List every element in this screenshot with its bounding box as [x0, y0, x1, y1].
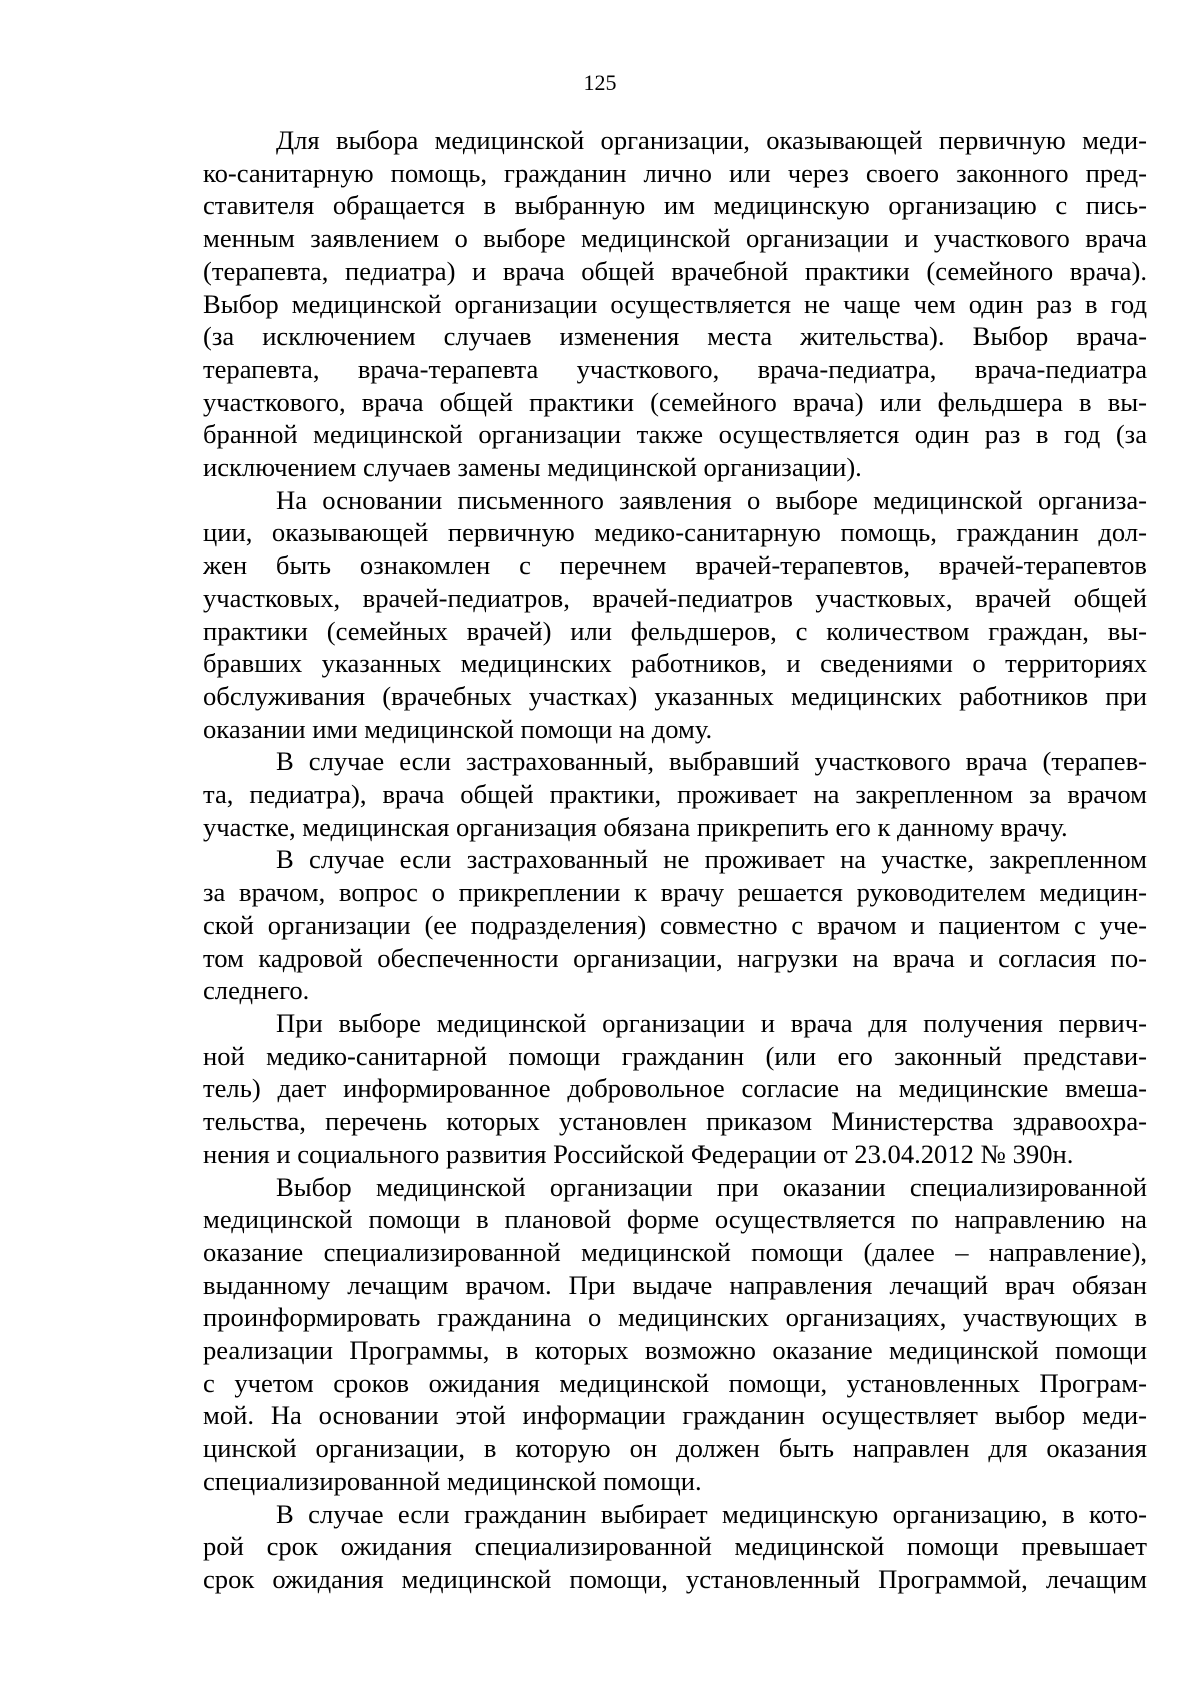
paragraph [203, 484, 1147, 746]
text-line: за врачом, вопрос о прикреплении к врачу решается руководителем медицин- [203, 877, 1147, 908]
text-line: цинской организации, в которую он должен быть направлен для оказания [203, 1433, 1147, 1464]
text-line: бравших указанных медицинских работников, и сведениями о территориях [203, 648, 1147, 679]
text-line: (терапевта, педиатра) и врача общей врачебной практики (семейного врача). [203, 255, 1147, 286]
text-line: оказание специализированной медицинской помощи (далее – направление), [203, 1236, 1147, 1267]
paragraph [203, 1498, 1147, 1596]
text-line: жен быть ознакомлен с перечнем врачей-терапевтов, врачей-терапевтов [203, 550, 1147, 581]
text-line: рой срок ожидания специализированной медицинской помощи превышает [203, 1531, 1147, 1562]
paragraph [203, 124, 1147, 484]
text-line: участковых, врачей-педиатров, врачей-педиатров участковых, врачей общей [203, 582, 1147, 613]
text-line: тель) дает информированное добровольное согласие на медицинские вмеша- [203, 1073, 1147, 1104]
text-line: оказании ими медицинской помощи на дому. [203, 713, 713, 744]
text-line: обслуживания (врачебных участках) указанных медицинских работников при [203, 680, 1147, 711]
text-line: реализации Программы, в которых возможно оказание медицинской помощи [203, 1335, 1147, 1366]
text-line: В случае если застрахованный, выбравший участкового врача (терапев- [276, 746, 1147, 777]
text-line: срок ожидания медицинской помощи, установленный Программой, лечащим [203, 1563, 1147, 1594]
paragraph [203, 1007, 1147, 1171]
text-line: Выбор медицинской организации при оказании специализированной [276, 1171, 1147, 1202]
text-line: менным заявлением о выборе медицинской организации и участкового врача [203, 223, 1147, 254]
text-line: исключением случаев замены медицинской организации). [203, 452, 862, 483]
text-line: практики (семейных врачей) или фельдшеров, с количеством граждан, вы- [203, 615, 1147, 646]
text-line: ции, оказывающей первичную медико-санитарную помощь, гражданин дол- [203, 517, 1147, 548]
paragraph [203, 1171, 1147, 1498]
text-line: участкового, врача общей практики (семейного врача) или фельдшера в вы- [203, 386, 1147, 417]
text-line: На основании письменного заявления о выборе медицинской организа- [276, 484, 1147, 515]
text-line: нения и социального развития Российской Федерации от 23.04.2012 № 390н. [203, 1138, 1074, 1169]
paragraph [203, 843, 1147, 1007]
text-line: том кадровой обеспеченности организации, нагрузки на врача и согласия по- [203, 942, 1147, 973]
text-line: тельства, перечень которых установлен приказом Министерства здравоохра- [203, 1106, 1147, 1137]
text-line: В случае если застрахованный не проживает на участке, закрепленном [276, 844, 1147, 875]
text-line: ко-санитарную помощь, гражданин лично или через своего законного пред- [203, 157, 1147, 188]
text-line: ставителя обращается в выбранную им медицинскую организацию с пись- [203, 190, 1147, 221]
paragraph [203, 745, 1147, 843]
text-line: следнего. [203, 975, 310, 1006]
text-line: терапевта, врача-терапевта участкового, врача-педиатра, врача-педиатра [203, 353, 1147, 384]
text-line: Для выбора медицинской организации, оказывающей первичную меди- [276, 125, 1147, 155]
text-line: Выбор медицинской организации осуществляется не чаще чем один раз в год [203, 288, 1147, 319]
text-line: выданному лечащим врачом. При выдаче направления лечащий врач обязан [203, 1269, 1147, 1300]
text-line: В случае если гражданин выбирает медицинскую организацию, в кото- [276, 1498, 1147, 1529]
text-line: бранной медицинской организации также осуществляется один раз в год (за [203, 419, 1147, 450]
text-line: ской организации (ее подразделения) совместно с врачом и пациентом с уче- [203, 909, 1147, 940]
text-line: мой. На основании этой информации гражданин осуществляет выбор меди- [203, 1400, 1147, 1431]
text-line: (за исключением случаев изменения места жительства). Выбор врача- [203, 321, 1147, 352]
page-number: 125 [583, 70, 617, 95]
text-line: проинформировать гражданина о медицинских организациях, участвующих в [203, 1302, 1147, 1333]
text-line: При выборе медицинской организации и врача для получения первич- [276, 1007, 1147, 1038]
text-line: медицинской помощи в плановой форме осуществляется по направлению на [203, 1204, 1147, 1235]
text-line: с учетом сроков ожидания медицинской помощи, установленных Програм- [203, 1367, 1147, 1398]
text-line: та, педиатра), врача общей практики, проживает на закрепленном за врачом [203, 779, 1147, 810]
text-line: специализированной медицинской помощи. [203, 1465, 702, 1496]
text-line: ной медико-санитарной помощи гражданин (или его законный представи- [203, 1040, 1147, 1071]
text-line: участке, медицинская организация обязана прикрепить его к данному врачу. [203, 811, 1068, 842]
document-body [203, 124, 1147, 1596]
